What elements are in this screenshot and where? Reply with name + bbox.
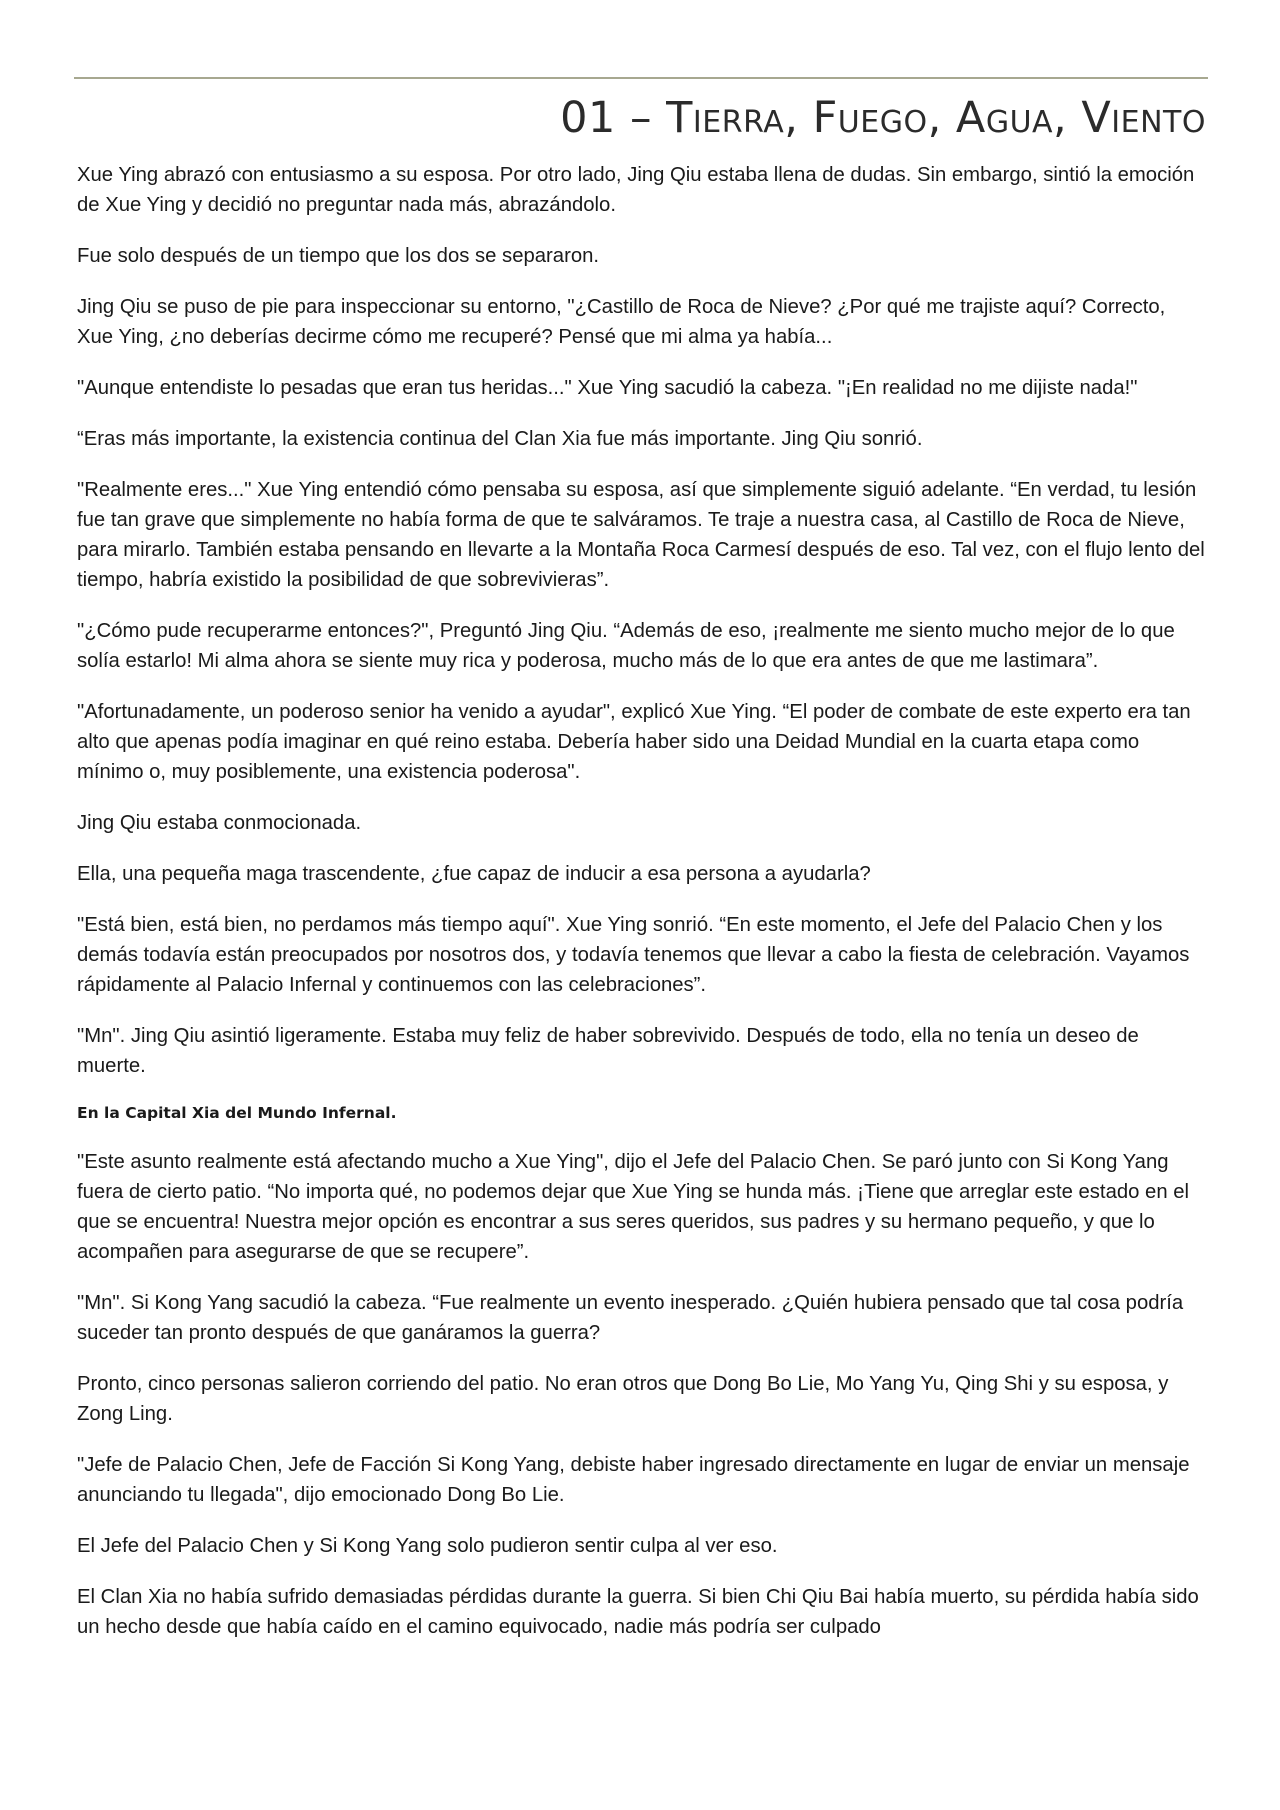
paragraph: "¿Cómo pude recuperarme entonces?", Preguntó Jing Qiu. “Además de eso, ¡realmente me siento mucho mejor de lo que solía estarlo! Mi alma ahora se siente muy rica y poderosa, mucho más de lo que era antes de que me lastimara”. (77, 620, 1175, 672)
paragraph: "Está bien, está bien, no perdamos más tiempo aquí". Xue Ying sonrió. “En este momento, el Jefe del Palacio Chen y los demás todavía están preocupados por nosotros dos, y todavía tenemos que llevar a cabo la fiesta de celebración. Vayamos rápidamente al Palacio Infernal y continuemos con las celebraciones”. (77, 914, 1190, 996)
paragraph: Jing Qiu estaba conmocionada. (77, 812, 362, 834)
paragraph: Ella, una pequeña maga trascendente, ¿fue capaz de inducir a esa persona a ayudarla? (77, 863, 871, 885)
paragraph: El Clan Xia no había sufrido demasiadas pérdidas durante la guerra. Si bien Chi Qiu Bai había muerto, su pérdida había sido un hecho desde que había caído en el camino equivocado, nadie más podría ser culpado (77, 1586, 1199, 1638)
paragraph: Pronto, cinco personas salieron corriendo del patio. No eran otros que Dong Bo Lie, Mo Yang Yu, Qing Shi y su esposa, y Zong Ling. (77, 1373, 1169, 1425)
header-rule (74, 77, 1208, 79)
paragraph: “Eras más importante, la existencia continua del Clan Xia fue más importante. Jing Qiu sonrió. (77, 428, 923, 450)
paragraph: "Este asunto realmente está afectando mucho a Xue Ying", dijo el Jefe del Palacio Chen. Se paró junto con Si Kong Yang fuera de cierto patio. “No importa qué, no podemos dejar que Xue Ying se hunda más. ¡Tiene que arreglar este estado en el que se encuentra! Nuestra mejor opción es encontrar a sus seres queridos, sus padres y su hermano pequeño, y que lo acompañen para asegurarse de que se recupere”. (77, 1151, 1190, 1263)
paragraph: "Aunque entendiste lo pesadas que eran tus heridas..." Xue Ying sacudió la cabeza. "¡En realidad no me dijiste nada!" (77, 377, 1138, 399)
scene-break-heading: En la Capital Xia del Mundo Infernal. (77, 1104, 397, 1122)
paragraph: "Realmente eres..." Xue Ying entendió cómo pensaba su esposa, así que simplemente siguió adelante. “En verdad, tu lesión fue tan grave que simplemente no había forma de que te salváramos. Te traje a nuestra casa, al Castillo de Roca de Nieve, para mirarlo. También estaba pensando en llevarte a la Montaña Roca Carmesí después de eso. Tal vez, con el flujo lento del tiempo, habría existido la posibilidad de que sobrevivieras”. (77, 479, 1205, 591)
paragraph: "Mn". Jing Qiu asintió ligeramente. Estaba muy feliz de haber sobrevivido. Después de todo, ella no tenía un deseo de muerte. (77, 1025, 1139, 1077)
chapter-body (77, 160, 1207, 1663)
paragraph: Jing Qiu se puso de pie para inspeccionar su entorno, "¿Castillo de Roca de Nieve? ¿Por qué me trajiste aquí? Correcto, Xue Ying, ¿no deberías decirme cómo me recuperé? Pensé que mi alma ya había... (77, 296, 1166, 348)
chapter-title: 01 – Tierra, Fuego, Agua, Viento (560, 93, 1206, 143)
paragraph: "Jefe de Palacio Chen, Jefe de Facción Si Kong Yang, debiste haber ingresado directamente en lugar de enviar un mensaje anunciando tu llegada", dijo emocionado Dong Bo Lie. (77, 1454, 1190, 1506)
paragraph: "Afortunadamente, un poderoso senior ha venido a ayudar", explicó Xue Ying. “El poder de combate de este experto era tan alto que apenas podía imaginar en qué reino estaba. Debería haber sido una Deidad Mundial en la cuarta etapa como mínimo o, muy posiblemente, una existencia poderosa". (77, 701, 1191, 783)
paragraph: Xue Ying abrazó con entusiasmo a su esposa. Por otro lado, Jing Qiu estaba llena de dudas. Sin embargo, sintió la emoción de Xue Ying y decidió no preguntar nada más, abrazándolo. (77, 164, 1195, 216)
paragraph: "Mn". Si Kong Yang sacudió la cabeza. “Fue realmente un evento inesperado. ¿Quién hubiera pensado que tal cosa podría suceder tan pronto después de que ganáramos la guerra? (77, 1292, 1184, 1344)
paragraph: Fue solo después de un tiempo que los dos se separaron. (77, 245, 600, 267)
paragraph: El Jefe del Palacio Chen y Si Kong Yang solo pudieron sentir culpa al ver eso. (77, 1535, 778, 1557)
